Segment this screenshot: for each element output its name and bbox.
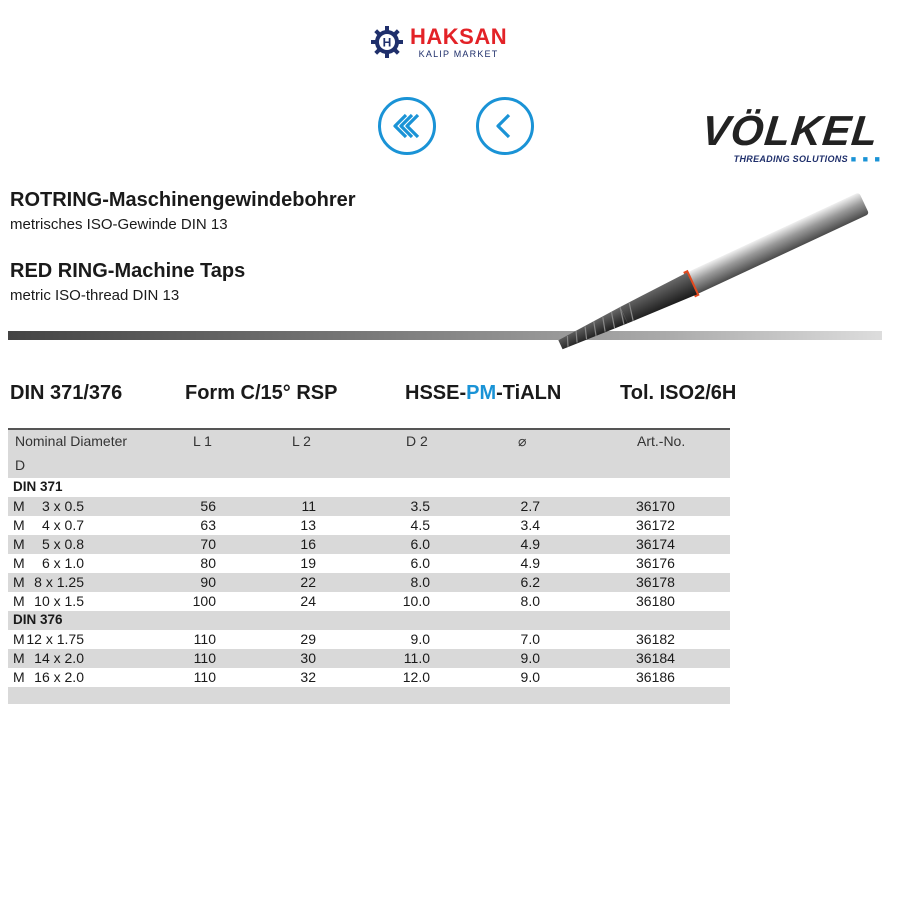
table-row (8, 497, 730, 516)
cell-m: M (13, 574, 25, 590)
group-label: DIN 371 (13, 479, 63, 494)
cell-l1: 100 (192, 593, 216, 609)
cell-square: 9.0 (520, 650, 540, 666)
cell-m: M (13, 498, 25, 514)
cell-square: 9.0 (520, 669, 540, 685)
cell-size: 10 x 1.5 (34, 593, 84, 609)
header-nominal-diameter: Nominal Diameter (15, 433, 128, 449)
volkel-tagline-squares: ■ ■ ■ (850, 154, 882, 164)
cell-art-no: 36170 (636, 498, 675, 514)
cell-d2: 8.0 (410, 574, 430, 590)
din-376-rows (8, 630, 730, 687)
cell-d2: 6.0 (410, 536, 430, 552)
spec-form: Form C/15° RSP (185, 382, 338, 404)
cell-size: 5 x 0.8 (41, 536, 84, 552)
cell-size: 4 x 0.7 (41, 517, 84, 533)
spec-material (405, 382, 561, 405)
cell-l2: 22 (300, 574, 316, 590)
cell-d2: 12.0 (402, 669, 430, 685)
din-371-rows (8, 497, 730, 611)
header-nominal-d: D (15, 457, 26, 473)
previous-page-button[interactable] (476, 97, 534, 155)
header-art-no: Art.-No. (637, 433, 686, 449)
subtitle-german: metrisches ISO-Gewinde DIN 13 (10, 216, 228, 233)
cell-m: M (13, 536, 25, 552)
double-chevron-left-icon (390, 109, 424, 143)
cell-size: 12 x 1.75 (26, 631, 84, 647)
cell-square: 8.0 (520, 593, 540, 609)
cell-l1: 110 (193, 631, 216, 647)
cell-l2: 29 (300, 631, 316, 647)
cell-l2: 32 (300, 669, 316, 685)
spec-din: DIN 371/376 (10, 382, 123, 404)
cell-m: M (13, 669, 25, 685)
cell-art-no: 36172 (636, 517, 675, 533)
volkel-tagline-text: THREADING SOLUTIONS (733, 154, 848, 164)
group-label: DIN 376 (13, 612, 63, 627)
cell-d2: 11.0 (403, 650, 430, 666)
cell-l1: 110 (193, 650, 216, 666)
cell-size: 3 x 0.5 (41, 498, 84, 514)
cell-art-no: 36176 (636, 555, 675, 571)
cell-d2: 10.0 (402, 593, 430, 609)
cell-m: M (13, 631, 25, 647)
cell-square: 3.4 (520, 517, 540, 533)
cell-l1: 70 (200, 536, 216, 552)
spec-material-b: -TiALN (496, 382, 562, 404)
cell-square: 6.2 (520, 574, 540, 590)
cell-size: 8 x 1.25 (34, 574, 84, 590)
cell-art-no: 36180 (636, 593, 675, 609)
header-l2: L 2 (292, 433, 311, 449)
brand-name: HAKSAN (410, 23, 508, 49)
cell-l2: 30 (300, 650, 316, 666)
cell-art-no: 36186 (636, 669, 675, 685)
cell-l2: 16 (300, 536, 316, 552)
header-d2: D 2 (406, 433, 428, 449)
table-header (8, 428, 730, 478)
cell-square: 4.9 (520, 555, 540, 571)
cell-d2: 6.0 (410, 555, 430, 571)
cell-art-no: 36178 (636, 574, 675, 590)
table-row (8, 554, 730, 573)
cell-art-no: 36182 (636, 631, 675, 647)
table-row (8, 649, 730, 668)
table-row (8, 668, 730, 687)
group-din-376 (8, 611, 730, 630)
chevron-left-icon (488, 109, 522, 143)
table-footer (8, 687, 730, 704)
cell-square: 4.9 (520, 536, 540, 552)
cell-square: 2.7 (520, 498, 540, 514)
cell-size: 16 x 2.0 (34, 669, 84, 685)
table-row (8, 630, 730, 649)
product-table (8, 428, 730, 704)
cell-l2: 19 (300, 555, 316, 571)
volkel-name: VÖLKEL (699, 107, 881, 154)
cell-l1: 110 (193, 669, 216, 685)
group-din-371 (8, 478, 730, 497)
table-row (8, 592, 730, 611)
spec-material-a: HSSE- (405, 382, 467, 404)
title-english: RED RING-Machine Taps (10, 260, 246, 282)
table-row (8, 535, 730, 554)
svg-text:H: H (382, 35, 392, 50)
subtitle-english: metric ISO-thread DIN 13 (10, 287, 180, 304)
cell-l2: 13 (300, 517, 316, 533)
cell-d2: 9.0 (410, 631, 430, 647)
brand-subtitle: KALIP MARKET (418, 48, 499, 59)
cell-size: 14 x 2.0 (34, 650, 84, 666)
cell-l1: 63 (200, 517, 216, 533)
cell-m: M (13, 517, 25, 533)
header-l1: L 1 (193, 433, 212, 449)
cell-d2: 4.5 (410, 517, 430, 533)
cell-m: M (13, 593, 25, 609)
cell-l1: 80 (200, 555, 216, 571)
haksan-logo (370, 22, 507, 62)
volkel-tagline (702, 154, 882, 164)
gear-logo-icon (370, 25, 404, 59)
cell-m: M (13, 555, 25, 571)
spec-tolerance: Tol. ISO2/6H (620, 382, 737, 404)
volkel-logo (699, 107, 882, 170)
table-row (8, 573, 730, 592)
machine-tap-image (535, 190, 885, 360)
header-square: ⌀ (518, 433, 527, 449)
spec-material-pm: PM (466, 382, 497, 404)
table-row (8, 516, 730, 535)
cell-art-no: 36174 (636, 536, 675, 552)
cell-size: 6 x 1.0 (41, 555, 84, 571)
cell-d2: 3.5 (410, 498, 430, 514)
first-page-button[interactable] (378, 97, 436, 155)
title-german: ROTRING-Maschinengewindebohrer (10, 189, 356, 211)
cell-m: M (13, 650, 25, 666)
cell-l1: 90 (200, 574, 216, 590)
cell-l2: 24 (300, 593, 316, 609)
cell-l1: 56 (200, 498, 216, 514)
cell-art-no: 36184 (636, 650, 675, 666)
cell-l2: 11 (301, 498, 316, 514)
cell-square: 7.0 (520, 631, 540, 647)
